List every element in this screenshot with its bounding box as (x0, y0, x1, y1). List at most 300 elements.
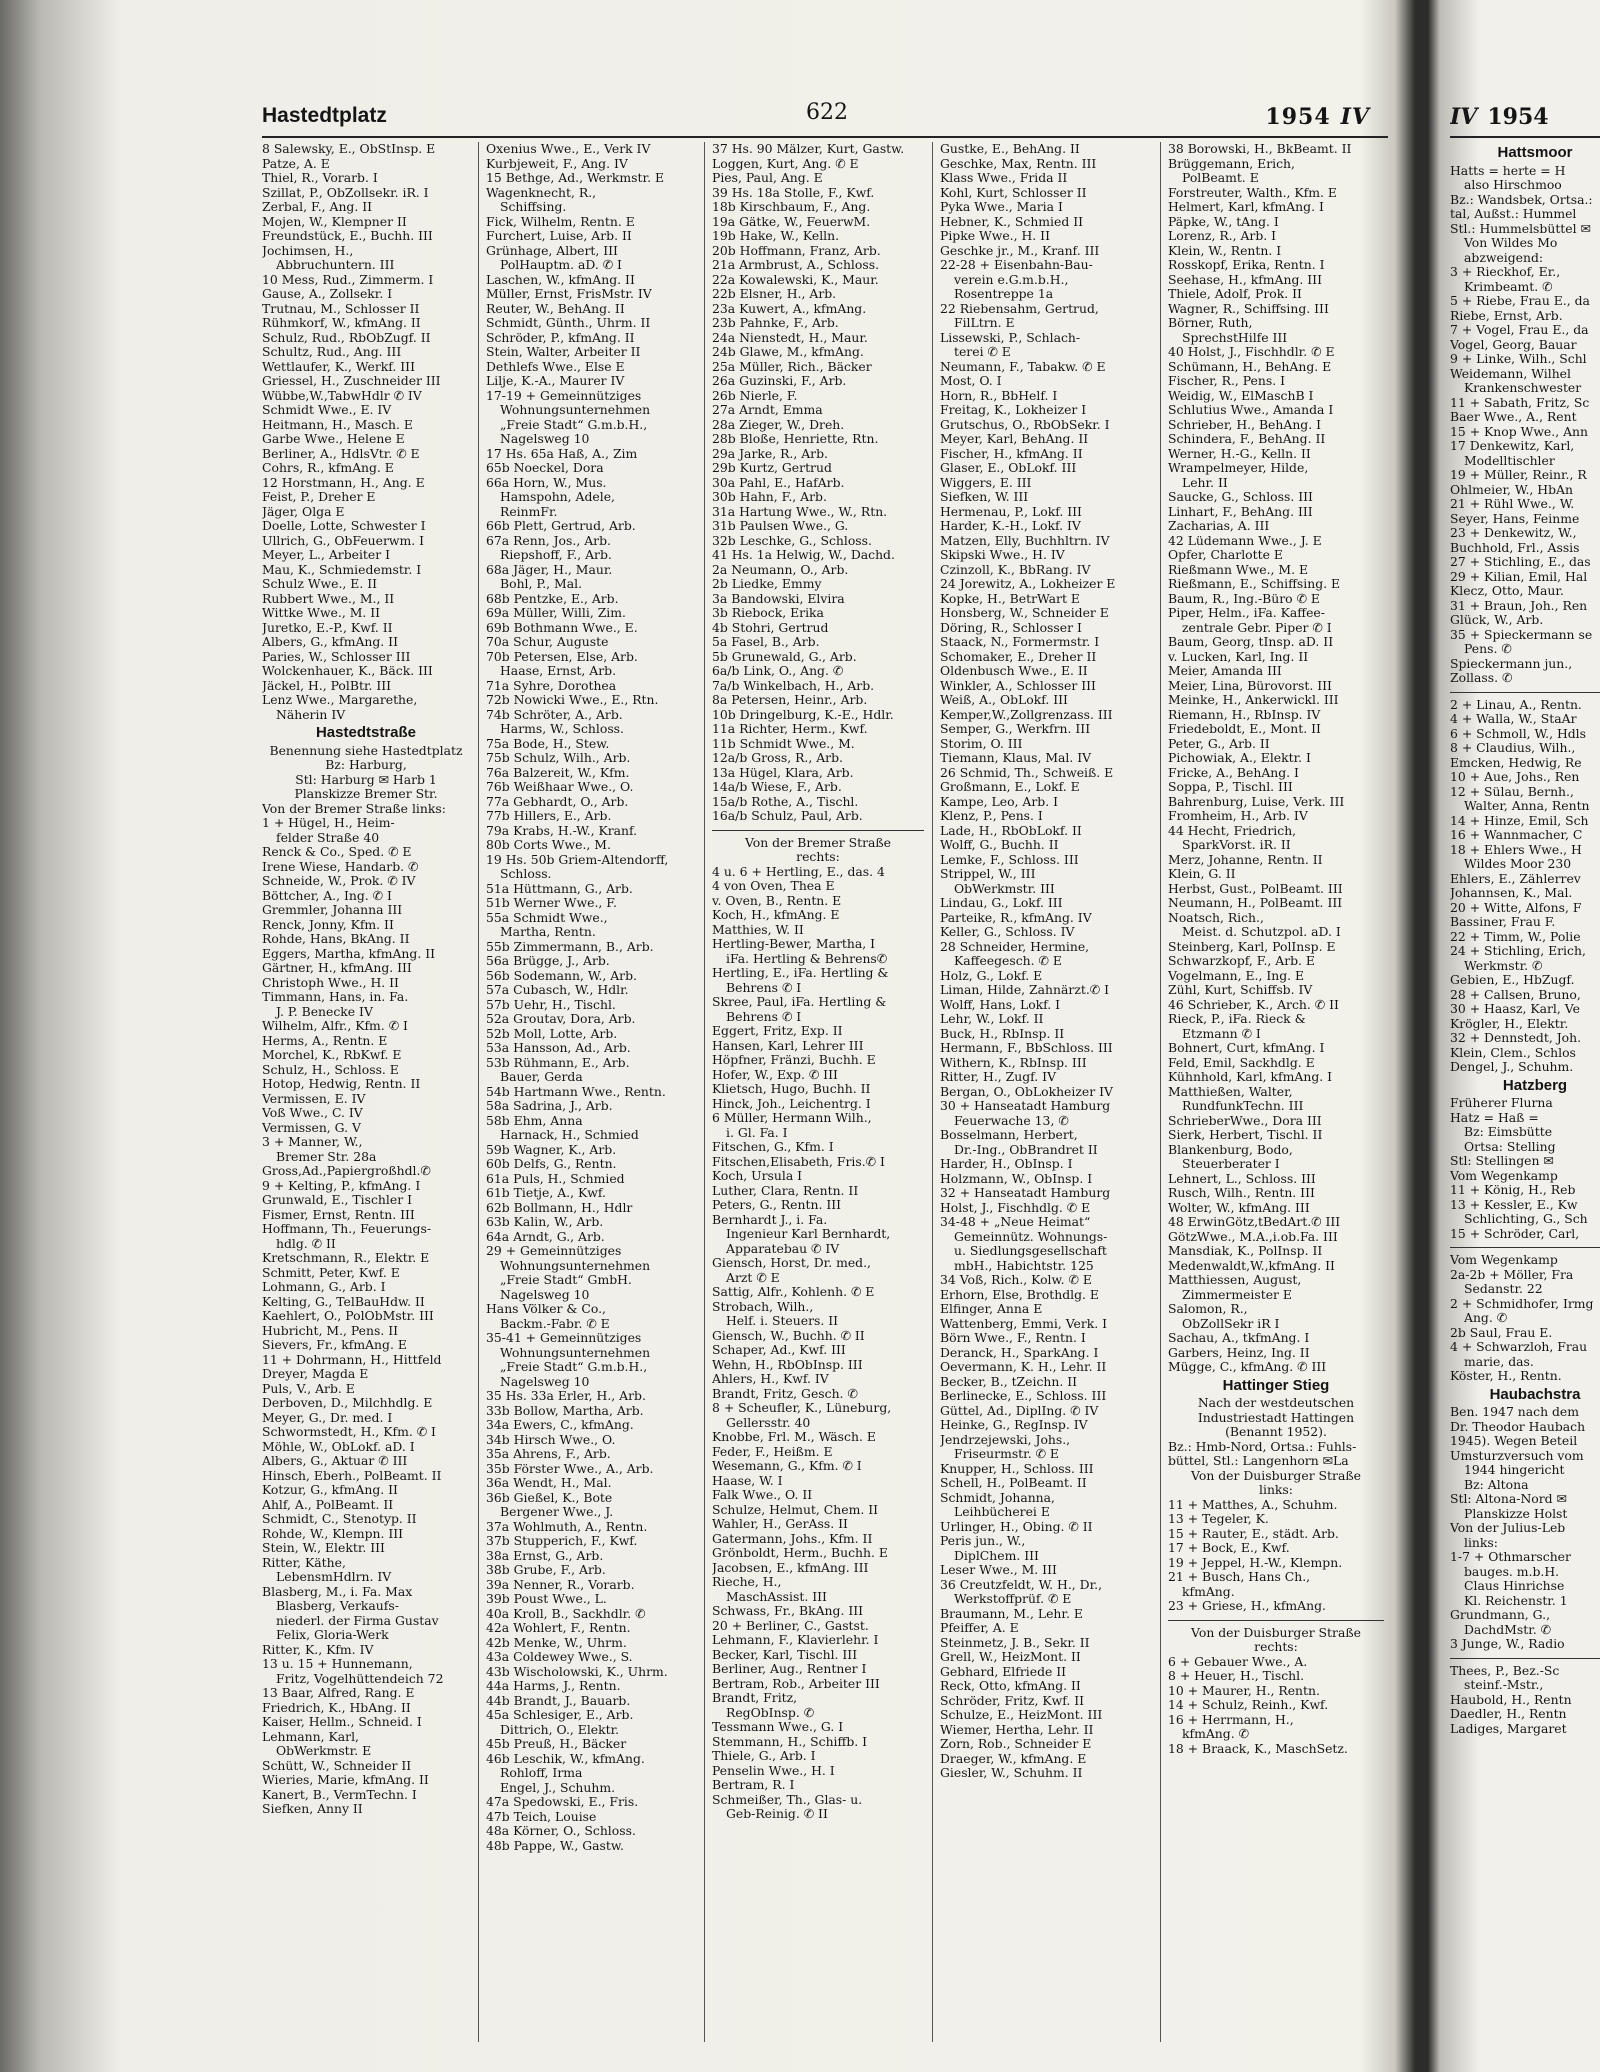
directory-entry: Liman, Hilde, Zahnärzt.✆ I (940, 982, 1109, 997)
directory-entry: GötzWwe., M.A.,i.ob.Fa. III (1168, 1228, 1338, 1244)
directory-entry: Ritter, Käthe, (262, 1554, 346, 1570)
directory-entry: Laschen, W., kfmAng. II (486, 271, 635, 287)
directory-entry: 23 + Griese, H., kfmAng. (1168, 1598, 1326, 1613)
street-heading: Hattsmoor (1497, 144, 1573, 161)
directory-entry: 11 + König, H., Reb (1450, 1182, 1576, 1197)
directory-entry: Ortsa: Stelling (1464, 1138, 1556, 1154)
directory-entry: Weidemann, Wilhel (1450, 365, 1571, 381)
directory-entry: 31 + Braun, Joh., Ren (1450, 597, 1588, 613)
directory-entry: Lade, H., RbObLokf. II (940, 822, 1082, 838)
directory-entry: büttel, Stl.: Langenhorn ✉La (1168, 1453, 1349, 1468)
directory-entry: 34-48 + „Neue Heimat“ (940, 1214, 1091, 1229)
directory-entry: Eggert, Fritz, Exp. II (712, 1023, 843, 1038)
directory-entry: Tessmann Wwe., G. I (712, 1719, 844, 1734)
directory-entry: Wattenberg, Emmi, Verk. I (940, 1315, 1108, 1331)
directory-entry: Hinck, Joh., Leichentrg. I (712, 1095, 871, 1111)
directory-entry: Skipski Wwe., H. IV (940, 547, 1065, 562)
directory-entry: Werkstoffprüf. ✆ E (954, 1591, 1072, 1606)
directory-entry: 14a/b Wiese, F., Arb. (712, 779, 842, 794)
directory-entry: Buck, H., RbInsp. II (940, 1025, 1065, 1041)
directory-entry: Lissewski, P., Schlach- (940, 329, 1081, 345)
directory-entry: Czinzoll, K., BbRang. IV (940, 561, 1091, 577)
directory-entry: Sievers, Fr., kfmAng. E (262, 1337, 407, 1352)
directory-entry: Hebner, K., Schmied II (940, 213, 1084, 229)
directory-entry: Berliner, Aug., Rentner I (712, 1661, 867, 1676)
directory-entry: RegObInsp. ✆ (726, 1704, 815, 1720)
directory-entry: Nagelsweg 10 (500, 1286, 590, 1302)
directory-entry: Blasberg, M., i. Fa. Max (262, 1583, 413, 1599)
directory-entry: Nagelsweg 10 (500, 431, 590, 446)
directory-entry: Griessel, H., Zuschneider III (262, 373, 441, 388)
directory-entry: 5 + Riebe, Frau E., da (1450, 293, 1590, 308)
directory-entry: „Freie Stadt“ G.m.b.H., (500, 1359, 648, 1374)
directory-entry: 70b Petersen, Else, Arb. (486, 648, 638, 664)
directory-entry: 30 + Hanseatadt Hamburg (940, 1098, 1111, 1113)
directory-entry: Herbst, Gust., PolBeamt. III (1168, 880, 1343, 896)
directory-entry: Schümann, H., BehAng. E (1168, 358, 1332, 374)
directory-entry: Gross,Ad.,Papiergroßhdl.✆ (262, 1163, 431, 1178)
directory-entry: Bz.: Hmb-Nord, Ortsa.: Fuhls- (1168, 1438, 1357, 1454)
directory-entry: Albers, G., kfmAng. II (262, 634, 398, 649)
directory-entry: 48a Körner, O., Schloss. (486, 1823, 636, 1838)
street-note: Stl: Harburg ✉ Harb 1 (295, 771, 437, 787)
directory-entry: 32 + Hanseatadt Hamburg (940, 1185, 1111, 1200)
directory-entry: Hamspohn, Adele, (500, 489, 615, 504)
directory-entry: Kl. Reichenstr. 1 (1464, 1592, 1568, 1608)
directory-entry: Feuerwache 13, ✆ (954, 1112, 1069, 1128)
directory-entry: 45a Schlesiger, E., Arb. (486, 1707, 634, 1722)
directory-entry: Baum, R., Ing.-Büro ✆ E (1168, 590, 1320, 606)
directory-entry: 4 + Walla, W., StaAr (1450, 711, 1577, 726)
directory-entry: i. Gl. Fa. I (726, 1124, 788, 1140)
directory-entry: Zacharias, A. III (1168, 518, 1270, 533)
directory-entry: 39a Nenner, R., Vorarb. (486, 1576, 635, 1592)
directory-entry: 26b Nierle, F. (712, 387, 798, 403)
directory-entry: Herms, A., Rentn. E (262, 1032, 388, 1048)
directory-entry: 30 + Haasz, Karl, Ve (1450, 1001, 1580, 1016)
directory-entry: 35-41 + Gemeinnütziges (486, 1330, 642, 1345)
directory-entry: 44b Brandt, J., Bauarb. (486, 1692, 631, 1708)
directory-entry: 3a Bandowski, Elvira (712, 590, 845, 606)
directory-entry: 36b Gießel, K., Bote (486, 1489, 613, 1505)
directory-entry: Stl: Altona-Nord ✉ (1450, 1491, 1567, 1506)
directory-entry: Klenz, P., Pens. I (940, 808, 1043, 823)
directory-entry: Geb-Reinig. ✆ II (726, 1806, 828, 1821)
directory-entry: 17-19 + Gemeinnütziges (486, 387, 642, 403)
directory-entry: also Hirschmoo (1464, 177, 1562, 192)
directory-entry: Glaser, E., ObLokf. III (940, 460, 1077, 475)
directory-entry: Lehmann, Karl, (262, 1728, 359, 1744)
directory-entry: Keller, G., Schloss. IV (940, 924, 1075, 939)
directory-entry: v. Lucken, Karl, Ing. II (1168, 648, 1309, 664)
directory-entry: Gause, A., Zollsekr. I (262, 286, 393, 301)
directory-entry: Linhart, F., BehAng. III (1168, 503, 1313, 519)
directory-entry: Vermissen, G. V (262, 1119, 361, 1135)
directory-entry: Draeger, W., kfmAng. E (940, 1750, 1087, 1766)
directory-entry: 15 + Rauter, E., städt. Arb. (1168, 1525, 1339, 1541)
directory-entry: Mansdiak, K., PolInsp. II (1168, 1243, 1323, 1258)
directory-entry: 70a Schur, Auguste (486, 634, 609, 649)
directory-entry: Neumann, H., PolBeamt. III (1168, 895, 1343, 910)
directory-entry: 2 + Linau, A., Rentn. (1450, 696, 1582, 712)
directory-entry: Irene Wiese, Handarb. ✆ (262, 858, 419, 874)
directory-entry: Salomon, R., (1168, 1301, 1248, 1316)
directory-entry: Von Wildes Mo (1464, 235, 1558, 250)
directory-entry: Pichowiak, A., Elektr. I (1168, 750, 1311, 765)
directory-entry: ObZollSekr iR I (1182, 1315, 1280, 1331)
directory-entry: Schmidt, Johanna, (940, 1489, 1055, 1505)
directory-entry: 72b Nowicki Wwe., E., Rtn. (486, 692, 659, 707)
directory-entry: Behrens ✆ I (726, 1008, 802, 1024)
directory-entry: 23 + Denkewitz, W., (1450, 525, 1577, 540)
directory-entry: Börner, Ruth, (1168, 315, 1253, 330)
page-number: 622 (806, 100, 848, 125)
directory-entry: 10 Mess, Rud., Zimmerm. I (262, 271, 434, 287)
directory-entry: Blankenburg, Bodo, (1168, 1141, 1293, 1157)
directory-entry: Medenwaldt,W.,kfmAng. II (1168, 1257, 1335, 1273)
directory-entry: iFa. Hertling & Behrens✆ (726, 950, 888, 966)
directory-entry: Abbruchuntern. III (276, 257, 395, 272)
directory-entry: Fitschen, G., Kfm. I (712, 1139, 834, 1154)
directory-entry: 24b Glawe, M., kfmAng. (712, 344, 864, 359)
directory-entry: Päpke, W., tAng. I (1168, 213, 1279, 229)
directory-entry: Dreyer, Magda E (262, 1366, 369, 1381)
directory-entry: 10 + Aue, Johs., Ren (1450, 769, 1580, 784)
directory-entry: Grutschus, O., RbObSekr. I (940, 416, 1110, 432)
directory-entry: Mojen, W., Klempner II (262, 213, 407, 229)
directory-entry: Apparatebau ✆ IV (726, 1240, 840, 1256)
directory-entry: 75a Bode, H., Stew. (486, 735, 610, 751)
directory-entry: 62b Bollmann, H., Hdlr (486, 1199, 633, 1215)
directory-entry: 47b Teich, Louise (486, 1808, 597, 1824)
directory-entry: Merz, Johanne, Rentn. II (1168, 851, 1323, 867)
directory-entry: 9 + Linke, Wilh., Schl (1450, 351, 1587, 366)
directory-entry: 24 Jorewitz, A., Lokheizer E (940, 576, 1116, 591)
directory-entry: Friedrich, K., HbAng. II (262, 1699, 411, 1715)
directory-entry: Lemke, F., Schloss. III (940, 851, 1079, 867)
directory-entry: Strobach, Wilh., (712, 1298, 814, 1314)
directory-entry: Thiele, Adolf, Prok. II (1168, 286, 1302, 301)
directory-entry: Tiemann, Klaus, Mal. IV (940, 750, 1092, 765)
directory-entry: 34b Hirsch Wwe., O. (486, 1431, 616, 1447)
directory-entry: Bergener Wwe., J. (500, 1504, 614, 1519)
directory-entry: 28b Bloße, Henriette, Rtn. (712, 431, 879, 446)
directory-entry: 48b Pappe, W., Gastw. (486, 1837, 624, 1853)
directory-entry: Hinsch, Eberh., PolBeamt. II (262, 1467, 442, 1483)
directory-entry: 38 Borowski, H., BkBeamt. II (1168, 142, 1352, 156)
directory-entry: Koch, H., kfmAng. E (712, 907, 840, 922)
directory-entry: Falk Wwe., O. II (712, 1487, 813, 1502)
directory-entry: Ohlmeier, W., HbAn (1450, 481, 1573, 497)
directory-entry: Ladiges, Margaret (1450, 1720, 1567, 1736)
directory-entry: Hermenau, P., Lokf. III (940, 503, 1082, 519)
directory-entry: 36 Creutzfeldt, W. H., Dr., (940, 1576, 1103, 1592)
directory-entry: Schmeißer, Th., Glas- u. (712, 1791, 863, 1807)
directory-entry: Wohnungsunternehmen (500, 1257, 651, 1273)
directory-entry: 6 Müller, Hermann Wilh., (712, 1110, 872, 1125)
directory-entry: 20 + Berliner, C., Gastst. (712, 1617, 869, 1633)
directory-entry: 7a/b Winkelbach, H., Arb. (712, 677, 875, 693)
directory-entry: Fricke, A., BehAng. I (1168, 764, 1299, 780)
directory-entry: Vogel, Georg, Bauar (1450, 336, 1577, 352)
directory-entry: Harder, H., ObInsp. I (940, 1156, 1073, 1171)
directory-entry: Meinke, H., Ankerwickl. III (1168, 692, 1339, 707)
directory-entry: Kemper,W.,Zollgrenzass. III (940, 706, 1113, 722)
directory-entry: Gustke, E., BehAng. II (940, 142, 1080, 156)
directory-entry: Gebien, E., HbZugf. (1450, 972, 1575, 987)
directory-entry: 38b Grube, F., Arb. (486, 1562, 606, 1577)
directory-column-3 (712, 142, 924, 2042)
directory-entry: Näherin IV (276, 706, 346, 722)
directory-entry: Geschke jr., M., Kranf. III (940, 242, 1100, 258)
directory-entry: 38a Ernst, G., Arb. (486, 1547, 604, 1563)
directory-entry: Dethlefs Wwe., Else E (486, 358, 625, 374)
directory-entry: Schwarzkopf, F., Arb. E (1168, 953, 1315, 968)
directory-entry: 44a Harms, J., Rentn. (486, 1678, 621, 1693)
directory-entry: Siefken, W. III (940, 489, 1029, 504)
directory-entry: 2b Liedke, Emmy (712, 576, 822, 591)
directory-entry: 16 + Herrmann, H., (1168, 1711, 1294, 1727)
directory-entry: Bahrenburg, Luise, Verk. III (1168, 793, 1345, 809)
directory-entry: 56b Sodemann, W., Arb. (486, 967, 637, 983)
directory-entry: 28 Schneider, Hermine, (940, 938, 1090, 954)
directory-entry: Wildes Moor 230 (1464, 856, 1572, 871)
directory-entry: Wolff, G., Buchh. II (940, 837, 1059, 852)
directory-entry: 51a Hüttmann, G., Arb. (486, 880, 633, 896)
directory-entry: Schultz, Rud., Ang. III (262, 344, 402, 359)
directory-entry: Lorenz, R., Arb. I (1168, 228, 1277, 243)
directory-entry: 26 Schmid, Th., Schweiß. E (940, 764, 1114, 780)
directory-entry: 8 Salewsky, E., ObStInsp. E (262, 142, 436, 156)
directory-entry: 21 + Busch, Hans Ch., (1168, 1569, 1311, 1584)
street-note: Industriestadt Hattingen (1197, 1409, 1355, 1425)
directory-entry: Großmann, E., Lokf. E (940, 779, 1080, 794)
directory-entry: 5a Fasel, B., Arb. (712, 634, 820, 649)
directory-entry: Klecz, Otto, Maur. (1450, 583, 1564, 598)
directory-entry: LebensmHdlrn. IV (276, 1569, 392, 1584)
directory-entry: Feder, F., Heißm. E (712, 1443, 833, 1459)
directory-entry: Pens. ✆ (1464, 641, 1512, 656)
directory-entry: Becker, B., tZeichn. II (940, 1373, 1078, 1389)
directory-entry: 13 + Tegeler, K. (1168, 1511, 1269, 1526)
directory-entry: 13 u. 15 + Hunnemann, (262, 1656, 413, 1671)
directory-entry: Reuter, W., BehAng. II (486, 300, 625, 316)
directory-entry: Koch, Ursula I (712, 1168, 803, 1183)
directory-entry: Stein, Walter, Arbeiter II (486, 344, 641, 359)
directory-entry: Geschke, Max, Rentn. III (940, 155, 1097, 171)
directory-entry: 75b Schulz, Wilh., Arb. (486, 750, 631, 765)
directory-entry: Wagenknecht, R., (486, 184, 597, 200)
directory-entry: Wahler, H., GerAss. II (712, 1516, 848, 1531)
directory-entry: 30b Hahn, F., Arb. (712, 489, 827, 504)
directory-entry: Reck, Otto, kfmAng. II (940, 1678, 1081, 1693)
directory-entry: Freundstück, E., Buchh. III (262, 228, 433, 243)
directory-entry: 61b Tietje, A., Kwf. (486, 1185, 606, 1200)
directory-entry: SparkVorst. iR. II (1182, 837, 1291, 852)
right-header-rule (1450, 136, 1600, 138)
directory-entry: Morchel, K., RbKwf. E (262, 1047, 402, 1062)
directory-entry: 5b Grunewald, G., Arb. (712, 648, 857, 664)
directory-entry: 76a Balzereit, W., Kfm. (486, 764, 630, 780)
directory-entry: Stl.: Hummelsbüttel ✉ (1450, 220, 1591, 236)
directory-entry: 79a Krabs, H.-W., Kranf. (486, 822, 638, 838)
directory-entry: 8 + Scheufler, K., Lüneburg, (712, 1400, 892, 1415)
directory-entry: SchrieberWwe., Dora III (1168, 1112, 1322, 1128)
directory-entry: Claus Hinrichse (1464, 1578, 1565, 1593)
directory-entry: Schröder, P., kfmAng. II (486, 329, 635, 345)
directory-entry: 12 + Sülau, Bernh., (1450, 783, 1574, 799)
directory-entry: Döring, R., Schlosser I (940, 619, 1082, 635)
directory-entry: 18b Kirschbaum, F., Ang. (712, 199, 871, 214)
directory-entry: Steinmetz, J. B., Sekr. II (940, 1634, 1090, 1650)
directory-entry: Patze, A. E (262, 155, 330, 171)
directory-entry: Böttcher, A., Ing. ✆ I (262, 887, 392, 903)
directory-entry: Szillat, P., ObZollsekr. iR. I (262, 184, 429, 200)
directory-entry: 56a Brügge, J., Arb. (486, 953, 610, 968)
directory-entry: Etzmann ✆ I (1182, 1025, 1261, 1041)
directory-entry: Werkmstr. ✆ (1464, 957, 1543, 973)
directory-entry: Hofer, W., Exp. ✆ III (712, 1066, 838, 1082)
directory-entry: 58a Sadrina, J., Arb. (486, 1098, 613, 1113)
directory-entry: Baer Wwe., A., Rent (1450, 409, 1577, 424)
directory-entry: 3b Riebock, Erika (712, 605, 824, 620)
directory-entry: Vogelmann, E., Ing. E (1168, 967, 1305, 983)
directory-entry: FilLtrn. E (954, 315, 1015, 330)
volume: IV (1340, 104, 1370, 130)
directory-entry: PolHauptm. aD. ✆ I (500, 257, 622, 272)
directory-entry: Holst, J., Fischhdlg. ✆ E (940, 1199, 1091, 1215)
directory-entry: 11a Richter, Herm., Kwf. (712, 721, 868, 736)
directory-entry: 14 + Schulz, Reinh., Kwf. (1168, 1697, 1329, 1712)
directory-entry: 1944 hingericht (1464, 1462, 1565, 1477)
directory-entry: Nagelsweg 10 (500, 1373, 590, 1389)
directory-entry: 15a/b Rothe, A., Tischl. (712, 793, 859, 809)
directory-entry: Garbe Wwe., Helene E (262, 431, 405, 446)
directory-entry: Berliner, A., HdlsVtr. ✆ E (262, 445, 420, 461)
street-note: Nach der westdeutschen (1197, 1395, 1355, 1410)
directory-entry: Jäger, Olga E (262, 503, 345, 519)
directory-entry: links: (1464, 1534, 1498, 1550)
left-page (262, 96, 1388, 2046)
directory-entry: marie, das. (1464, 1353, 1534, 1369)
directory-entry: 13 + Kessler, E., Kw (1450, 1196, 1578, 1212)
directory-entry: PolBeamt. E (1182, 170, 1259, 185)
right-page-fragment (1450, 96, 1600, 2046)
directory-entry: Hatts = herte = H (1450, 162, 1566, 178)
directory-entry: 46b Leschik, W., kfmAng. (486, 1750, 645, 1766)
directory-entry: Saucke, G., Schloss. III (1168, 489, 1313, 504)
directory-entry: Bassiner, Frau F. (1450, 914, 1556, 929)
directory-entry: 1-7 + Othmarscher (1450, 1549, 1571, 1564)
directory-entry: Schmitt, Peter, Kwf. E (262, 1264, 400, 1280)
directory-entry: Schmidt Wwe., E. IV (262, 402, 392, 417)
directory-entry: Meyer, G., Dr. med. I (262, 1409, 393, 1425)
directory-entry: Kaehlert, O., PolObMstr. III (262, 1308, 434, 1323)
directory-entry: Wiemer, Hertha, Lehr. II (940, 1721, 1094, 1737)
directory-entry: 55b Zimmermann, B., Arb. (486, 938, 654, 954)
section-divider (712, 830, 924, 831)
directory-entry: Pfeiffer, A. E (940, 1620, 1019, 1635)
directory-entry: 17 Denkewitz, Karl, (1450, 438, 1575, 453)
directory-entry: Mau, K., Schmiedemstr. I (262, 561, 422, 577)
directory-entry: Juretko, E.-P., Kwf. II (262, 619, 393, 635)
directory-entry: Haase, Ernst, Arb. (500, 663, 617, 678)
directory-entry: 23b Pahnke, F., Arb. (712, 315, 839, 330)
directory-entry: Neumann, F., Tabakw. ✆ E (940, 358, 1106, 374)
street-note: Planskizze Bremer Str. (294, 786, 438, 801)
directory-entry: Fismer, Ernst, Rentn. III (262, 1206, 415, 1222)
section-divider (1450, 1658, 1600, 1659)
directory-entry: 46 Schrieber, K., Arch. ✆ II (1168, 996, 1339, 1012)
directory-entry: Früherer Flurna (1450, 1095, 1553, 1110)
directory-entry: terei ✆ E (954, 344, 1011, 359)
directory-entry: zentrale Gebr. Piper ✆ I (1182, 619, 1332, 635)
directory-entry: Lenz Wwe., Margarethe, (262, 692, 418, 707)
directory-entry: 3 + Rieckhof, Er., (1450, 264, 1561, 279)
directory-entry: Urlinger, H., Obing. ✆ II (940, 1518, 1093, 1534)
street-note: rechts: (796, 849, 840, 864)
directory-entry: 64a Arndt, G., Arb. (486, 1228, 605, 1244)
directory-entry: 77a Gebhardt, O., Arb. (486, 793, 629, 809)
directory-entry: 35b Förster Wwe., A., Arb. (486, 1460, 654, 1476)
directory-entry: 13 Baar, Alfred, Rang. E (262, 1685, 415, 1700)
directory-entry: Sedanstr. 22 (1464, 1281, 1543, 1296)
directory-entry: 29b Kurtz, Gertrud (712, 460, 832, 475)
directory-entry: 14 + Hinze, Emil, Sch (1450, 812, 1589, 828)
directory-entry: Blasberg, Verkaufs- (276, 1598, 399, 1613)
directory-entry: Weiß, A., ObLokf. III (940, 692, 1068, 707)
directory-entry: 60b Delfs, G., Rentn. (486, 1156, 617, 1171)
directory-entry: 4 u. 6 + Hertling, E., das. 4 (712, 863, 885, 879)
directory-entry: Parteike, R., kfmAng. IV (940, 909, 1092, 925)
directory-entry: Opfer, Charlotte E (1168, 547, 1283, 562)
directory-entry: Kaffeegesch. ✆ E (954, 953, 1062, 968)
directory-entry: 19 + Jeppel, H.-W., Klempn. (1168, 1554, 1343, 1570)
directory-entry: 12a/b Gross, R., Arb. (712, 750, 843, 765)
directory-entry: Oldenbusch Wwe., E. II (940, 663, 1088, 678)
directory-entry: RundfunkTechn. III (1182, 1098, 1304, 1113)
directory-entry: DiplChem. III (954, 1547, 1039, 1563)
directory-entry: Schrieber, H., BehAng. I (1168, 416, 1322, 432)
directory-entry: Wagner, R., Schiffsing. III (1168, 300, 1329, 316)
directory-entry: Voß Wwe., C. IV (262, 1105, 363, 1120)
directory-entry: 52b Moll, Lotte, Arb. (486, 1025, 618, 1041)
directory-entry: 71a Syhre, Dorothea (486, 677, 617, 693)
directory-entry: Fitschen,Elisabeth, Fris.✆ I (712, 1153, 885, 1169)
directory-entry: 69b Bothmann Wwe., E. (486, 619, 638, 635)
directory-entry: Schaper, Ad., Kwf. III (712, 1342, 846, 1357)
directory-entry: Müller, Ernst, FrisMstr. IV (486, 286, 652, 301)
directory-entry: Staack, N., Formermstr. I (940, 634, 1100, 649)
street-note: links: (1259, 1482, 1293, 1497)
running-head-year (1265, 104, 1370, 130)
directory-entry: 15 + Schröder, Carl, (1450, 1225, 1580, 1241)
directory-entry: Holzmann, W., ObInsp. I (940, 1170, 1093, 1186)
directory-entry: Emcken, Hedwig, Re (1450, 754, 1582, 770)
directory-entry: Bohl, P., Mal. (500, 576, 583, 591)
directory-entry: Wilhelm, Alfr., Kfm. ✆ I (262, 1018, 408, 1033)
directory-entry: 6 + Schmoll, W., Hdls (1450, 725, 1587, 741)
directory-entry: Werner, H.-G., Kelln. II (1168, 445, 1311, 461)
directory-entry: Schröder, Fritz, Kwf. II (940, 1692, 1085, 1708)
directory-entry: Steuerberater I (1182, 1156, 1280, 1171)
directory-entry: 31a Hartung Wwe., W., Rtn. (712, 503, 888, 519)
directory-entry: Klein, G. II (1168, 866, 1236, 881)
directory-entry: 35a Ahrens, F., Arb. (486, 1446, 611, 1461)
directory-entry: 7 + Vogel, Frau E., da (1450, 322, 1589, 337)
directory-entry: 11b Schmidt Wwe., M. (712, 735, 855, 751)
directory-entry: Wolter, W., kfmAng. III (1168, 1199, 1310, 1215)
